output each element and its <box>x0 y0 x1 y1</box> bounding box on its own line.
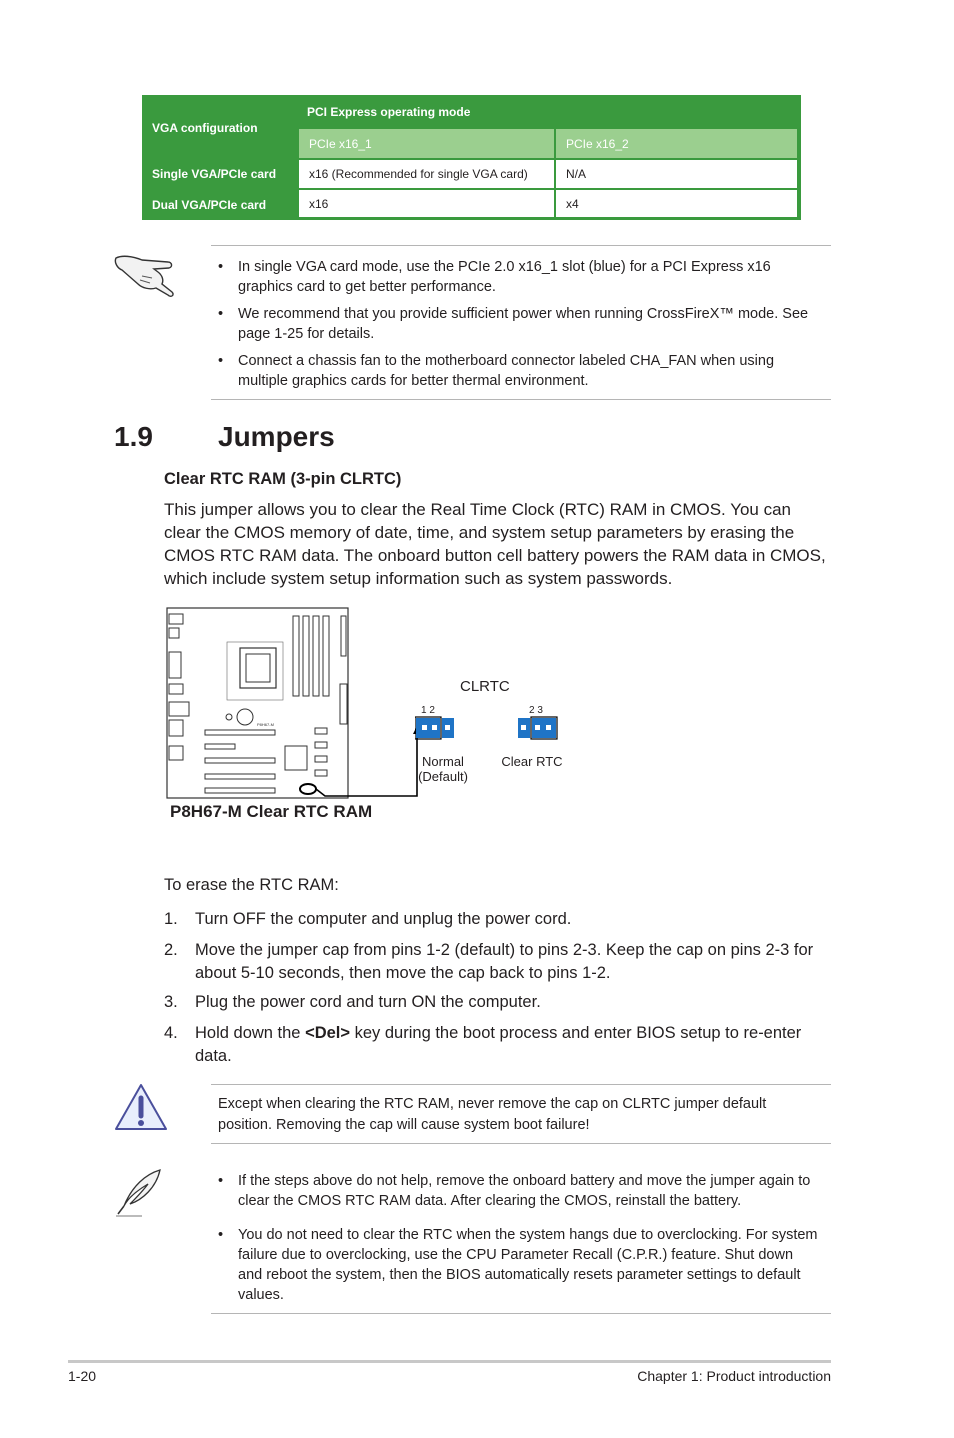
page-number: 1-20 <box>68 1368 97 1384</box>
hand-pointer-icon <box>112 246 182 298</box>
col2-header: PCIe x16_2 <box>556 129 797 158</box>
clear-rtc-label: Clear RTC <box>501 754 563 769</box>
bullet-dot-icon: • <box>218 1173 224 1189</box>
table-cell: N/A <box>556 160 797 188</box>
warning-text: Except when clearing the RTC RAM, never remove the cap on CLRTC jumper default position. Removing the cap will cause system boot failure! <box>218 1096 767 1133</box>
divider <box>211 1313 831 1314</box>
figure-caption: P8H67-M Clear RTC RAM <box>170 802 373 821</box>
bullet-dot-icon: • <box>218 259 224 275</box>
warning-icon <box>112 1082 170 1134</box>
note-bullet: • We recommend that you provide sufficient power when running CrossFireX™ mode. See page 1-25 for details. <box>218 306 809 342</box>
chapter-title: Chapter 1: Product introduction <box>637 1368 831 1384</box>
table-cell: x16 <box>299 190 554 217</box>
pci-mode-header: PCI Express operating mode <box>307 105 471 119</box>
jumper-name: CLRTC <box>460 678 510 695</box>
step-item: 2. Move the jumper cap from pins 1-2 (default) to pins 2-3. Keep the cap on pins 2-3 for about 5-10 seconds, then move the cap back to pins 1-2. <box>164 941 814 982</box>
normal-label: Normal (Default) <box>418 754 468 784</box>
bullet-dot-icon: • <box>218 353 224 369</box>
table-cell: x4 <box>556 190 797 217</box>
board-label: P8H67-M <box>257 722 274 727</box>
bullet-dot-icon: • <box>218 306 224 322</box>
note-bullet: • If the steps above do not help, remove the onboard battery and move the jumper again to clear the CMOS RTC RAM data. After clearing the CMOS, reinstall the battery. <box>218 1173 811 1209</box>
note-bullet: • In single VGA card mode, use the PCIe 2.0 x16_1 slot (blue) for a PCI Express x16 graphics card to get better performance. <box>218 259 771 295</box>
step-item: 1. Turn OFF the computer and unplug the power cord. <box>164 910 572 928</box>
normal-jumper <box>415 717 454 739</box>
clear-jumper <box>518 717 557 739</box>
section-number: 1.9 <box>114 421 153 452</box>
normal-pin-numbers: 1 2 <box>421 705 435 716</box>
vga-config-header: VGA configuration <box>152 120 258 135</box>
bullet-dot-icon: • <box>218 1227 224 1243</box>
jumper-diagrams <box>415 716 575 742</box>
table-cell: x16 (Recommended for single VGA card) <box>299 160 554 188</box>
note-bullet: • You do not need to clear the RTC when the system hangs due to overclocking. For system failure due to overclocking, use the CPU Parameter Recall (C.P.R.) feature. Shut down and reboot the system, then the BIOS automatically resets parameter settings to default values. <box>218 1227 818 1303</box>
col1-header: PCIe x16_1 <box>299 129 554 158</box>
section-title-text: Jumpers <box>218 421 335 452</box>
step-item: 4. Hold down the <Del> key during the boot process and enter BIOS setup to re-enter data. <box>164 1024 802 1065</box>
steps-intro: To erase the RTC RAM: <box>164 876 339 894</box>
feather-pen-icon <box>112 1166 168 1218</box>
clear-pin-numbers: 2 3 <box>529 705 543 716</box>
divider <box>211 1143 831 1144</box>
section-paragraph: This jumper allows you to clear the Real Time Clock (RTC) RAM in CMOS. You can clear the CMOS memory of date, time, and system setup parameters by erasing the CMOS RTC RAM data. The onboard button cell battery powers the RAM data in CMOS, which include system setup information such as system passwords. <box>164 500 826 588</box>
note-bullet: • Connect a chassis fan to the motherboard connector labeled CHA_FAN when using multiple graphics cards for better thermal environment. <box>218 353 775 389</box>
subsection-title: Clear RTC RAM (3-pin CLRTC) <box>164 470 402 488</box>
footer-divider <box>68 1360 831 1363</box>
row-label: Single VGA/PCIe card <box>152 166 277 181</box>
divider <box>211 399 831 400</box>
vga-config-table <box>142 95 801 220</box>
row-label: Dual VGA/PCIe card <box>152 197 267 212</box>
section-title <box>114 421 335 453</box>
del-key: <Del> <box>305 1024 351 1042</box>
step-item: 3. Plug the power cord and turn ON the computer. <box>164 993 541 1011</box>
divider <box>211 1084 831 1085</box>
divider <box>211 245 831 246</box>
